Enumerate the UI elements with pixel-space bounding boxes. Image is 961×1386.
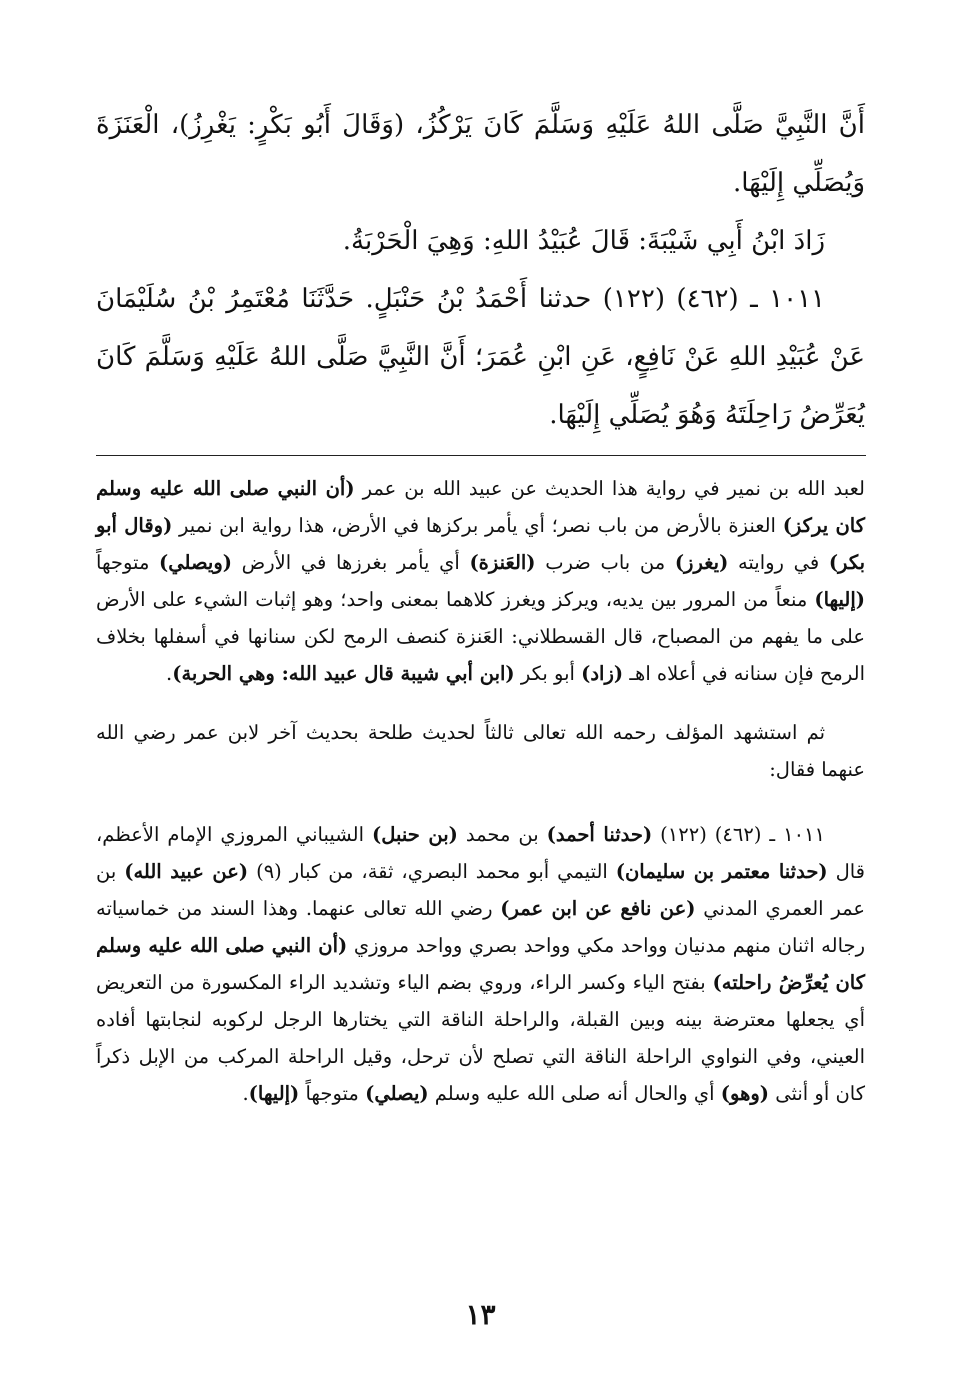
commentary-quote: (حدثنا أحمد) — [546, 823, 653, 846]
commentary-text-run: بن عمر العمري المدني — [96, 860, 866, 920]
page-number: ١٣ — [465, 1298, 496, 1331]
commentary-paragraph-2: ثم استشهد المؤلف رحمه الله تعالى ثالثاً لحديث طلحة بحديث آخر لابن عمر رضي الله عنهما فقال: — [96, 721, 865, 781]
hadith-paragraph-2: زَادَ ابْنُ أَبِي شَيْبَةَ: قَالَ عُبَيْدُ اللهِ: وَهِيَ الْحَرْبَةُ. — [342, 226, 825, 256]
commentary-quote: (وقال أبو بكر) — [96, 514, 866, 574]
commentary-text-run: التيمي أبو محمد البصري، ثقة، من كبار (٩) — [248, 860, 616, 883]
paragraph-gap — [96, 788, 865, 816]
commentary-quote: (عن نافع عن ابن عمر) — [500, 897, 696, 920]
commentary-text-run: من باب ضرب — [535, 551, 675, 574]
commentary-quote: (ويصلي) — [159, 551, 232, 574]
commentary-text-run: لعبد الله بن نمير في رواية هذا الحديث عن عبيد الله بن عمر — [354, 477, 865, 500]
commentary-quote: (زاد) — [581, 662, 624, 685]
commentary-text-run: الشيباني المروزي الإمام الأعظم، قال — [96, 823, 865, 883]
commentary-quote: (أن النبي صلى الله عليه وسلم كان يركز) — [96, 477, 865, 537]
commentary-paragraph-3 — [96, 816, 865, 1112]
commentary-text-run: . — [166, 662, 173, 685]
hadith-paragraph-1: أَنَّ النَّبِيَّ صَلَّى اللهُ عَلَيْهِ وَسَلَّمَ كَانَ يَرْكُزُ، (وَقَالَ أَبُو بَكْرٍ: يَغْرِزُ)، الْعَنَزَةَ وَيُصَلِّي إِلَيْهَا. — [96, 110, 865, 198]
commentary-text-run: أبو بكر — [514, 662, 582, 685]
commentary-text-run: أي والحال أنه صلى الله عليه وسلم — [428, 1082, 721, 1105]
commentary-paragraph-1 — [96, 470, 865, 692]
commentary-quote: (حدثنا معتمر بن سليمان) — [615, 860, 828, 883]
commentary-quote: (ابن أبي شيبة قال عبيد الله: وهي الحربة) — [172, 662, 515, 685]
commentary-text-run: بن محمد — [457, 823, 547, 846]
commentary-text-run: . — [242, 1082, 249, 1105]
commentary-text-run: أي يأمر بغرزها في الأرض — [231, 551, 470, 574]
commentary-text-run: متوجهاً — [96, 551, 160, 574]
paragraph-gap — [96, 692, 865, 714]
hadith-text — [96, 96, 865, 444]
commentary-quote: (يصلي) — [365, 1082, 429, 1105]
commentary-quote: (وهو) — [720, 1082, 770, 1105]
commentary-quote: (بن حنبل) — [371, 823, 458, 846]
footnote-divider — [96, 455, 866, 456]
commentary-text-run: منعاً من المرور بين يديه، ويركز ويغرز كلاهما بمعنى واحد؛ وهو إثبات الشيء على الأرض على ما يفهم من المصباح، قال القسطلاني: العَنزة كنصف الرمح لكن سنانها في أسفلها بخلاف الرمح فإن سنانه في أعلاه اهـ — [96, 588, 865, 685]
commentary-text — [96, 470, 865, 1112]
commentary-text-run: متوجهاً — [299, 1082, 366, 1105]
commentary-text-run: ١٠١١ ـ (٤٦٢) (١٢٢) — [652, 823, 825, 846]
commentary-text-run: العنزة بالأرض من باب نصر؛ أي يأمر بركزها في الأرض، هذا رواية ابن نمير — [172, 514, 783, 537]
commentary-quote: (إليها) — [248, 1082, 300, 1105]
commentary-text-run: رضي الله تعالى عنهما. وهذا السند من خماسياته رجاله اثنان منهم مدنيان وواحد مكي وواحد بصري وواحد مروزي — [96, 897, 865, 957]
commentary-quote: (العَنزة) — [469, 551, 536, 574]
commentary-quote: (أن النبي صلى الله عليه وسلم كان يُعرِّضُ راحلته) — [96, 934, 866, 994]
commentary-quote: (إليها) — [814, 588, 865, 611]
commentary-text-run: بفتح الياء وكسر الراء، وروي بضم الياء وتشديد الراء المكسورة من التعريض أي يجعلها معترضة بينه وبين القبلة، والراحلة الناقة التي يختارها الرجل لركوبه لنجابتها أفاده العيني، وفي النواوي الراحلة الناقة التي تصلح لأن ترحل، وقيل الراحلة المركب من الإبل ذكراً كان أو أنثى — [96, 971, 865, 1105]
commentary-quote: (عن عبيد الله) — [124, 860, 249, 883]
commentary-text-run: في روايته — [728, 551, 829, 574]
commentary-quote: (يغرز) — [674, 551, 729, 574]
hadith-paragraph-3: ١٠١١ ـ (٤٦٢) (١٢٢) حدثنا أَحْمَدُ بْنُ حَنْبَلٍ. حَدَّثَنَا مُعْتَمِرُ بْنُ سُلَيْمَانَ عَنْ عُبَيْدِ اللهِ عَنْ نَافِعٍ، عَنِ ابْنِ عُمَرَ؛ أَنَّ النَّبِيَّ صَلَّى اللهُ عَلَيْهِ وَسَلَّمَ كَانَ يُعَرِّضُ رَاحِلَتَهُ وَهُوَ يُصَلِّي إِلَيْهَا. — [96, 284, 865, 430]
